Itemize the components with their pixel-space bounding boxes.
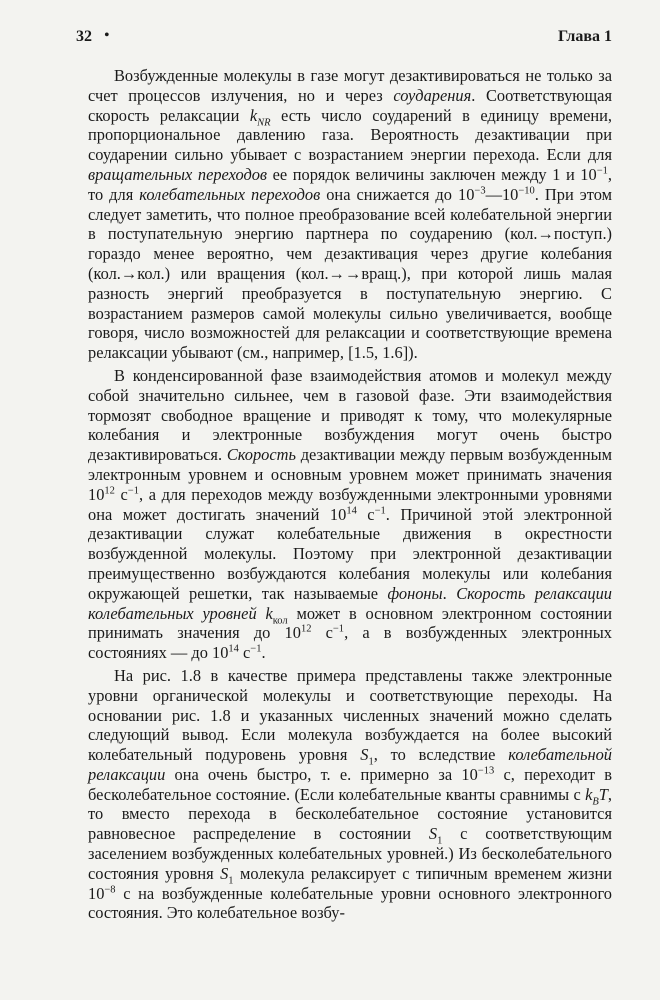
text-run: .: [261, 643, 266, 663]
text-run: , то вследствие: [373, 745, 509, 765]
text-run: колебательных переходов: [139, 184, 321, 204]
text-run: , то вместо перехода в бесколебательное состояние установится равновесное распределение в состоянии: [88, 784, 612, 844]
chapter-title: Глава 1: [558, 28, 612, 45]
paragraph-2: [88, 366, 612, 663]
text-run: вращательных переходов: [88, 164, 268, 184]
text-run: фононы: [387, 583, 443, 603]
text-run: 1: [368, 756, 374, 768]
text-run: может в основном электронном состоянии принимать значения до 10: [88, 603, 612, 643]
text-run: , а для переходов между возбужденными электронными уровнями она может достигать значений 10: [88, 484, 612, 524]
paragraph-3: [88, 666, 612, 923]
text-run: 1: [437, 835, 443, 847]
text-run: S: [428, 824, 438, 844]
text-run: 14: [228, 643, 239, 655]
text-run: молекула релаксирует с типичным временем жизни 10: [88, 863, 613, 903]
running-header: [76, 28, 612, 50]
text-run: дезактивации между первым возбужденным электронным уровнем и основным уровнем может принимать значения 10: [88, 445, 612, 504]
text-run: S: [220, 863, 229, 883]
text-run: .: [442, 583, 457, 603]
text-run: Скорость релаксации колебательных уровней: [88, 583, 613, 623]
text-run: 14: [346, 505, 357, 517]
text-run: . Соответствующая скорость релаксации: [88, 85, 612, 125]
text-run: −1: [596, 165, 608, 177]
text-run: ее порядок величины заключен между 1 и 10: [267, 164, 597, 184]
text-run: Скорость: [226, 445, 296, 465]
text-run: кол: [272, 614, 288, 626]
text-run: 12: [300, 623, 312, 635]
text-run: с, переходит в бесколебательное состояние. (Если колебательные кванты сравнимы с: [88, 764, 612, 804]
text-run: −8: [104, 884, 116, 896]
text-run: —10: [485, 184, 519, 204]
text-run: −1: [250, 643, 262, 655]
text-run: NR: [257, 116, 271, 128]
text-run: с соответствующим заселением возбужденных колебательных уровней.) Из бесколебательного состояния уровня: [88, 824, 613, 883]
header-bullet: •: [104, 27, 110, 44]
text-run: соударения: [393, 85, 472, 105]
text-run: , то для: [88, 164, 612, 204]
text-run: −1: [374, 505, 386, 517]
text-run: с: [114, 484, 128, 504]
text-run: Возбужденные молекулы в газе могут дезактивироваться не только за счет процессов излучения, но и через: [88, 66, 612, 105]
text-run: она снижается до 10: [320, 184, 475, 204]
page-number: 32: [76, 28, 92, 45]
text-run: В конденсированной фазе взаимодействия атомов и молекул между собой значительно сильнее, чем в газовой фазе. Эти взаимодействия тормозят свободное вращение и приводят к тому, что молекулярные колебания и электронные возбуждения могут очень быстро дезактивироваться.: [88, 365, 612, 465]
text-run: она очень быстро, т. е. примерно за 10: [165, 764, 478, 784]
text-run: B: [592, 795, 599, 807]
text-run: . При этом следует заметить, что полное преобразование всей колебательной энергии в поступательную энергию партнера по соударению (кол.→поступ.) гораздо менее вероятно, чем дезактивация через другие колебания (кол.→кол.) или вращения (кол.→→вращ.), при которой лишь малая разность энергий преобразуется в поступательную энергию. С возрастанием размеров самой молекулы сильно увеличивается, вообще говоря, число возможностей для релаксации и соответствующие времена релаксации убывают (см., например, [1.5, 1.6]).: [88, 184, 612, 363]
text-run: с: [311, 623, 333, 643]
text-run: T: [598, 784, 608, 804]
text-run: −1: [127, 485, 139, 497]
text-run: На рис. 1.8 в качестве примера представлены также электронные уровни органической молекулы и соответствующие переходы. На основании рис. 1.8 и указанных численных значений можно сделать следующий вывод. Если молекула возбуждается на более высокий колебательный подуровень уровня: [88, 665, 612, 765]
text-run: , а в возбужденных электронных состояниях — до 10: [88, 623, 612, 663]
text-run: −1: [332, 623, 345, 635]
text-run: с на возбужденные колебательные уровни основного электронного состояния. Это колебательное возбу-: [88, 883, 612, 923]
text-run: с: [238, 643, 251, 663]
text-run: 12: [104, 485, 115, 497]
text-run: −13: [477, 765, 495, 777]
main-text: [88, 66, 612, 923]
text-run: −10: [518, 185, 535, 197]
text-run: 1: [228, 875, 234, 887]
text-run: k: [585, 784, 593, 804]
text-run: колебательной релаксации: [88, 745, 612, 784]
text-run: S: [360, 745, 369, 765]
text-run: есть число соударений в единицу времени, пропорциональное давлению газа. Вероятность дезактивации при соударении сильно убывает с возрастанием энергии перехода. Если для: [88, 105, 612, 165]
paragraph-1: [88, 66, 612, 363]
text-run: с: [356, 504, 375, 524]
text-run: −3: [474, 185, 486, 197]
text-run: k: [249, 105, 258, 125]
text-run: k: [265, 603, 273, 623]
text-run: . Причиной этой электронной дезактивации служат колебательные движения в окрестности возбужденной молекулы. Поэтому при электронной дезактивации преимущественно возбуждаются колебания молекулы или колебания окружающей решетки, так называемые: [88, 504, 613, 603]
